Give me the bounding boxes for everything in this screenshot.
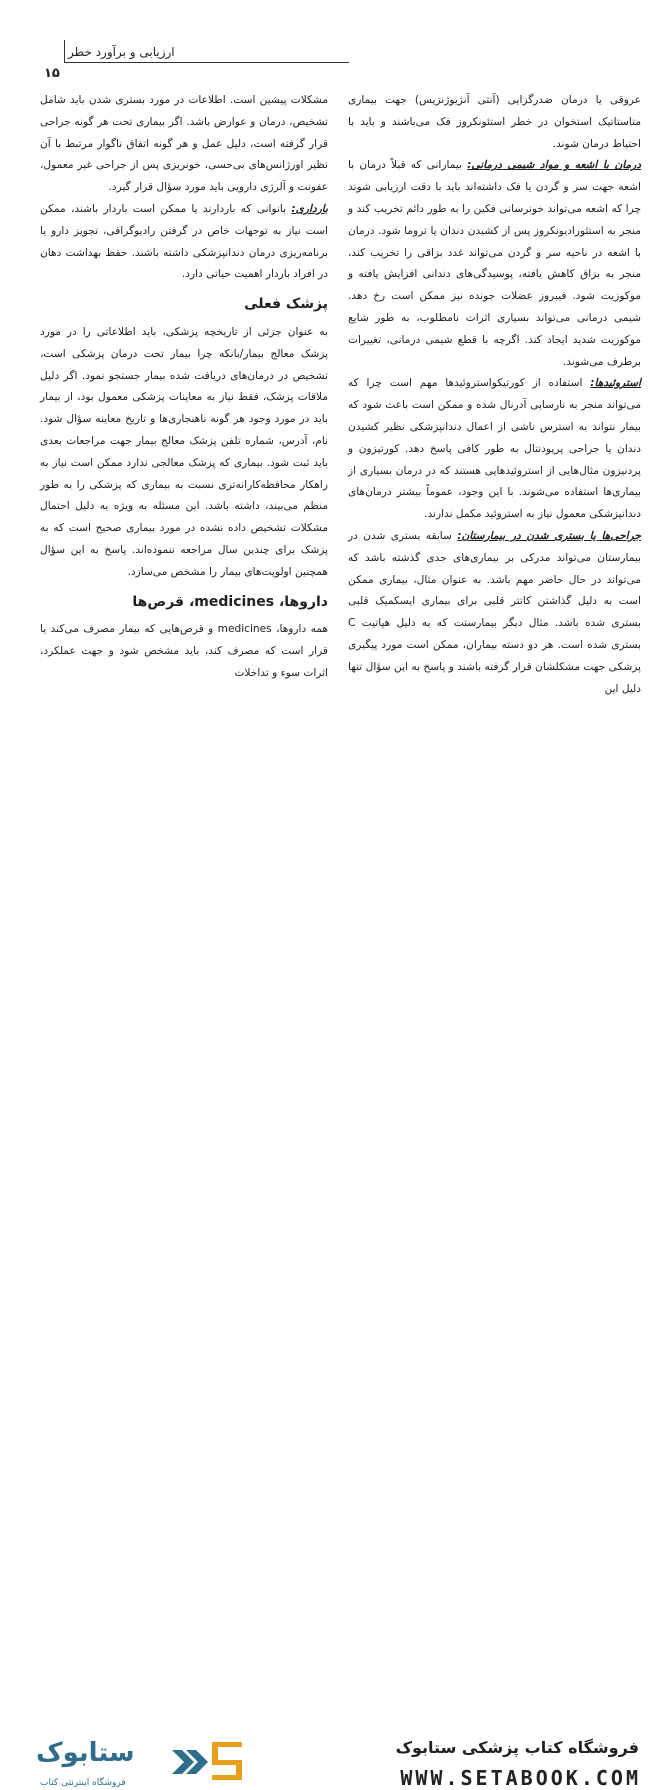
run-in-heading: استروئیدها: xyxy=(590,377,641,390)
paragraph xyxy=(348,155,641,373)
section-heading: پزشک فعلی xyxy=(244,296,328,313)
header-rule xyxy=(64,62,349,63)
paragraph xyxy=(348,373,641,526)
paragraph xyxy=(348,526,641,700)
page-number: ۱۵ xyxy=(44,66,60,81)
header-divider xyxy=(64,40,65,63)
store-name: فروشگاه کتاب پزشکی ستابوک xyxy=(395,1738,639,1757)
store-url[interactable]: WWW.SETABOOK.COM xyxy=(400,1766,641,1790)
paragraph: همه داروها، medicines و قرص‌هایی که بیمار مصرف می‌کند یا قرار است که مصرف کند، باید مشخص شود و جهت عملکرد، اثرات سوء و تداخلات xyxy=(40,623,328,679)
run-in-heading: جراحی‌ها یا بستری شدن در بیمارستان: xyxy=(457,529,641,542)
footer-banner xyxy=(0,858,663,1790)
run-in-heading: بارداری: xyxy=(291,202,328,215)
paragraph-text: بانوانی که باردارند یا ممکن است باردار باشند، ممکن است نیاز به توجهات خاص در گرفتن رادیوگرافی، تجویز دارو یا برنامه‌ریزی درمان دندانپزشکی داشته باشند. حفظ بهداشت دهان در افراد باردار اهمیت حیاتی دارد. xyxy=(40,202,328,281)
paragraph: مشکلات پیشین است. اطلاعات در مورد بستری شدن باید شامل تشخیص، درمان و عوارض باشد. اگر بیماری تحت هر گونه جراحی قرار گرفته است، دلیل عمل و هر گونه اتفاق ناگوار مرتبط با آن نظیر اورژانس‌های بی‌حسی، خونریزی پس از جراحی غیر معمول، عفونت و آلرژی دارویی باید مورد سؤال قرار گیرد. xyxy=(40,94,328,194)
book-page xyxy=(0,0,663,855)
page-fade xyxy=(0,780,663,855)
logo-tagline: فروشگاه اینترنتی کتاب xyxy=(40,1778,126,1788)
paragraph-text: سابقه بستری شدن در بیمارستان می‌تواند مدرکی بر بیماری‌های جدی گذشته باشد که می‌تواند در حال حاضر مهم باشد. به عنوان مثال، بیماری ممکن است به دلیل گذاشتن کاتتر قلبی برای بیماری ایسکمیک قلبی بستری شده باشد. مثال دیگر بیمارستت که به دلیل هپاتیت C بستری شده است. هر دو دسته بیماران، ممکن است مورد پیگیری پزشکی جهت مشکلشان قرار گرفته باشند و پاسخ به این سؤال تنها دلیل این xyxy=(348,529,641,695)
paragraph xyxy=(40,199,328,286)
run-in-heading: درمان با اشعه و مواد شیمی درمانی: xyxy=(467,159,641,172)
left-text-column xyxy=(40,90,328,685)
paragraph-text: بیمارانی که قبلاً درمان با اشعه جهت سر و گردن یا فک داشته‌اند باید با دقت ارزیابی شوند چرا که اشعه می‌تواند خونرسانی فکین را به طور دائم تخریب کند و منجر به استئورادیونکروز پس از کشیدن دندان یا تروما شود. درمان با اشعه در ناحیه سر و گردن می‌تواند غدد بزاقی را تخریب کند، منجر به بزاق کاهش یافته، پوسیدگی‌های دندانی افزایش یافته و موکوزیت شود. فیبروز عضلات جونده نیز ممکن است رخ دهد. شیمی درمانی می‌تواند بسیاری اثرات نامطلوب، به طور شایع موکوزیت شدید ایجاد کند. اگرچه با قطع شیمی درمانی، تغییرات برطرف می‌شوند. xyxy=(348,159,641,368)
paragraph-text: استفاده از کورتیکواستروئیدها مهم است چرا که می‌تواند منجر به نارسایی آدرنال شده و ممکن است باعث شود که بیمار نتواند به استرس ناشی از اعمال دندانپزشکی نظیر کشیدن دندان یا جراحی پریودنتال به طور کافی پاسخ دهد. کورتیزون و پردنیزون مثال‌هایی از استروئیدهایی هستند که در درمان بسیاری از بیماری‌ها استفاده می‌شوند. با این وجود، عموماً بیشتر درمان‌های دندانپزشکی معمول نیاز به استروئید مکمل ندارند. xyxy=(348,377,641,521)
right-text-column xyxy=(348,90,641,700)
logo-wordmark: ستابوک xyxy=(36,1738,135,1768)
paragraph: عروقی یا درمان ضدرگزایی (آنتی آنژیوژنزیس) جهت بیماری متاستاتیک استخوان در خطر استئونکروز فک می‌باشند و باید با احتیاط درمان شوند. xyxy=(348,94,641,150)
paragraph: به عنوان جزئی از تاریخچه پزشکی، باید اطلاعاتی را در مورد پزشک معالج بیمار/بانکه چرا بیمار تحت درمان پزشکی است، تشخیص در درمان‌های دریافت شده بیمار جستجو نمود. اگر دلیل ملاقات پزشک، فقط نیاز به معاینات پزشکی معمول بود، از بیمار باید در مورد وجود هر گونه ناهنجاری‌ها و تاریخ معاینه سؤال شود. نام، آدرس، شماره تلفن پزشک معالج بیمار جهت مراجعات بعدی باید ثبت شود. بیماری که پزشک معالجی ندارد ممکن است نیاز به راهکار محافظه‌کارانه‌تری نسبت به بیماری که پزشکی را به طور منظم می‌بیند، داشته باشد. این مسئله به ویژه به دلیل احتمال مشکلات تشخیص داده نشده در مورد بیماری صحیح است که به پزشک برای چندین سال مراجعه ننموده‌اند. پاسخ به این سؤال همچنین اولویت‌های بیمار را مشخص می‌سازد. xyxy=(40,325,328,578)
section-heading: داروها، medicines، قرص‌ها xyxy=(132,593,328,610)
running-header: ارزیابی و برآورد خطر xyxy=(68,45,175,59)
